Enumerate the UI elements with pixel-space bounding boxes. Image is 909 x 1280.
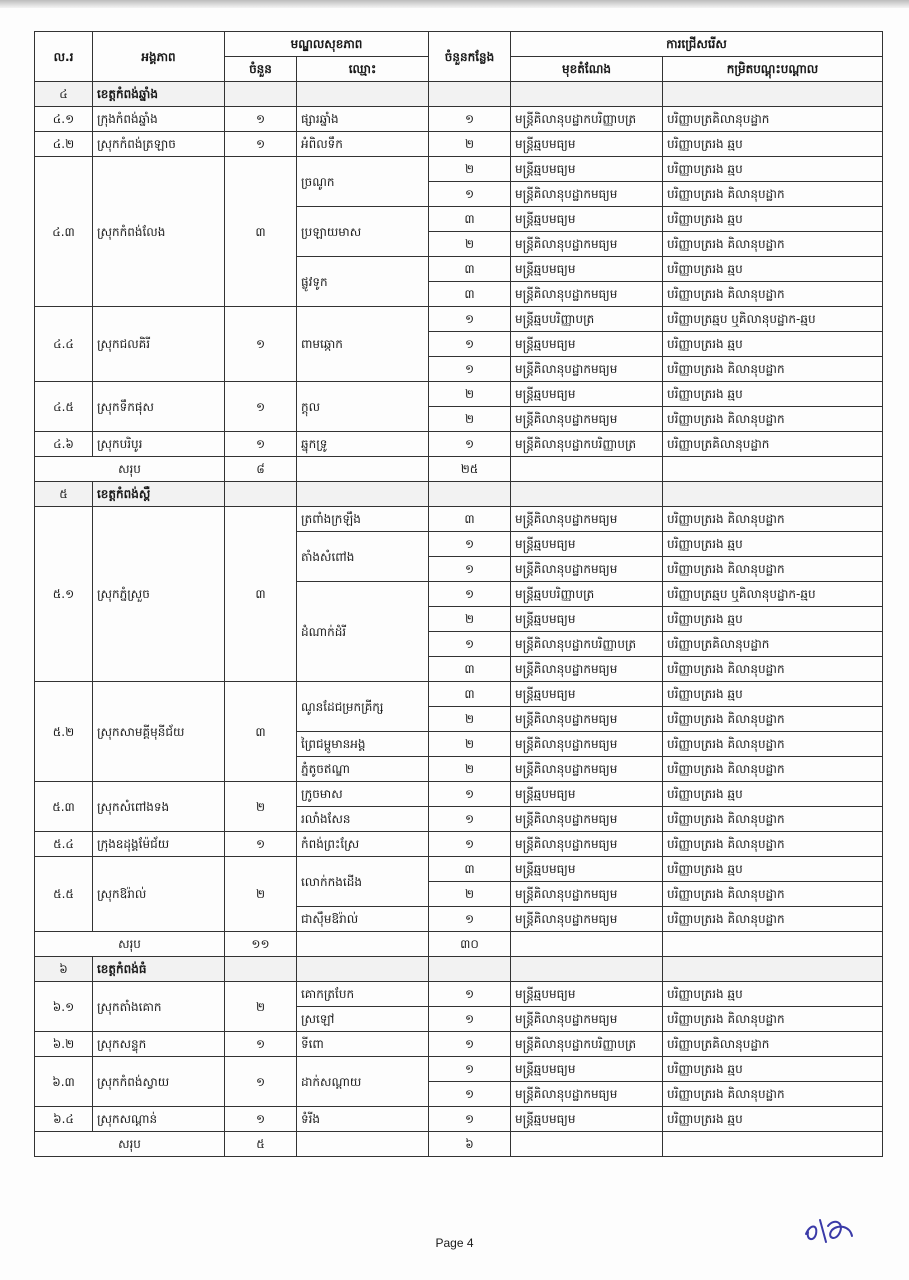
role-title: មន្ត្រីគិលានុបដ្ឋាកមធ្យម	[511, 832, 663, 857]
table-row	[35, 857, 883, 882]
position-count: ១	[429, 182, 511, 207]
role-title: មន្ត្រីគិលានុបដ្ឋាកបរិញ្ញាបត្រ	[511, 632, 663, 657]
district-number: ៥.៤	[35, 832, 93, 857]
role-title: មន្ត្រីឆ្មបមធ្យម	[511, 157, 663, 182]
empty-cell	[297, 482, 429, 507]
table-row	[35, 832, 883, 857]
district-name: ស្រុកកំពង់លែង	[93, 157, 225, 307]
role-title: មន្ត្រីឆ្មបមធ្យម	[511, 332, 663, 357]
center-count: ២	[225, 782, 297, 832]
position-count: ១	[429, 982, 511, 1007]
empty-cell	[511, 82, 663, 107]
position-count: ១	[429, 1107, 511, 1132]
qualification: បរិញ្ញាបត្ររង ឆ្មប	[663, 607, 883, 632]
total-row	[35, 932, 883, 957]
position-count: ១	[429, 532, 511, 557]
province-row	[35, 482, 883, 507]
district-name: ស្រុកជលគិរី	[93, 307, 225, 382]
health-center-name: កំពង់ព្រះស្រែ	[297, 832, 429, 857]
district-number: ៦.៣	[35, 1057, 93, 1107]
center-count: ១	[225, 132, 297, 157]
qualification: បរិញ្ញាបត្ររង គិលានុបដ្ឋាក	[663, 732, 883, 757]
health-center-name: ដាក់សណ្ដាយ	[297, 1057, 429, 1107]
role-title: មន្ត្រីគិលានុបដ្ឋាកមធ្យម	[511, 232, 663, 257]
qualification: បរិញ្ញាបត្ររង ឆ្មប	[663, 982, 883, 1007]
total-positions: ៣០	[429, 932, 511, 957]
center-count: ២	[225, 982, 297, 1032]
qualification: បរិញ្ញាបត្ររង ឆ្មប	[663, 1057, 883, 1082]
role-title: មន្ត្រីគិលានុបដ្ឋាកមធ្យម	[511, 507, 663, 532]
position-count: ១	[429, 357, 511, 382]
position-count: ១	[429, 107, 511, 132]
empty-cell	[511, 482, 663, 507]
center-count: ១	[225, 107, 297, 132]
center-count: ៣	[225, 157, 297, 307]
empty-cell	[297, 957, 429, 982]
qualification: បរិញ្ញាបត្រគិលានុបដ្ឋាក	[663, 432, 883, 457]
center-count: ១	[225, 1107, 297, 1132]
district-name: ក្រុងឧដុង្គម៉ែជ័យ	[93, 832, 225, 857]
position-count: ១	[429, 807, 511, 832]
qualification: បរិញ្ញាបត្ររង គិលានុបដ្ឋាក	[663, 832, 883, 857]
role-title: មន្ត្រីឆ្មបមធ្យម	[511, 607, 663, 632]
table-row	[35, 382, 883, 407]
table-row	[35, 982, 883, 1007]
province-name: ខេត្តកំពង់ធំ	[93, 957, 225, 982]
province-name: ខេត្តកំពង់ស្ពឺ	[93, 482, 225, 507]
total-label: សរុប	[35, 1132, 225, 1157]
table-body	[35, 82, 883, 1157]
header-role: មុខតំណែង	[511, 57, 663, 82]
role-title: មន្ត្រីគិលានុបដ្ឋាកបរិញ្ញាបត្រ	[511, 432, 663, 457]
district-number: ៤.៥	[35, 382, 93, 432]
position-count: ៣	[429, 207, 511, 232]
qualification: បរិញ្ញាបត្ររង ឆ្មប	[663, 532, 883, 557]
table-row	[35, 1107, 883, 1132]
district-name: ស្រុកទឹកផុស	[93, 382, 225, 432]
role-title: មន្ត្រីគិលានុបដ្ឋាកមធ្យម	[511, 807, 663, 832]
province-row	[35, 82, 883, 107]
health-center-name: ពាមឆ្កោក	[297, 307, 429, 382]
table-row	[35, 507, 883, 532]
health-center-name: ទីពោ	[297, 1032, 429, 1057]
qualification: បរិញ្ញាបត្ររង ឆ្មប	[663, 682, 883, 707]
role-title: មន្ត្រីឆ្មបបរិញ្ញាបត្រ	[511, 307, 663, 332]
table-row	[35, 432, 883, 457]
position-count: ១	[429, 307, 511, 332]
qualification: បរិញ្ញាបត្ររង ឆ្មប	[663, 132, 883, 157]
scan-edge	[0, 0, 909, 8]
role-title: មន្ត្រីគិលានុបដ្ឋាកមធ្យម	[511, 182, 663, 207]
health-center-name: ផ្លូវទូក	[297, 257, 429, 307]
district-number: ៤.២	[35, 132, 93, 157]
position-count: ១	[429, 332, 511, 357]
role-title: មន្ត្រីឆ្មបមធ្យម	[511, 982, 663, 1007]
qualification: បរិញ្ញាបត្ររង ឆ្មប	[663, 1107, 883, 1132]
role-title: មន្ត្រីឆ្មបបរិញ្ញាបត្រ	[511, 582, 663, 607]
role-title: មន្ត្រីគិលានុបដ្ឋាកមធ្យម	[511, 732, 663, 757]
center-count: ៣	[225, 682, 297, 782]
qualification: បរិញ្ញាបត្ររង គិលានុបដ្ឋាក	[663, 707, 883, 732]
district-name: ក្រុងកំពង់ឆ្នាំង	[93, 107, 225, 132]
district-name: ស្រុកកំពង់ត្រឡាច	[93, 132, 225, 157]
role-title: មន្ត្រីឆ្មបមធ្យម	[511, 532, 663, 557]
position-count: ២	[429, 382, 511, 407]
position-count: ៣	[429, 857, 511, 882]
district-name: ស្រុកតាំងគោក	[93, 982, 225, 1032]
center-count: ១	[225, 382, 297, 432]
position-count: ៣	[429, 257, 511, 282]
table-row	[35, 682, 883, 707]
empty-cell	[225, 482, 297, 507]
empty-cell	[429, 957, 511, 982]
empty-cell	[297, 932, 429, 957]
district-number: ៦.៤	[35, 1107, 93, 1132]
health-center-name: ក្រូចមាស	[297, 782, 429, 807]
position-count: ២	[429, 232, 511, 257]
role-title: មន្ត្រីគិលានុបដ្ឋាកមធ្យម	[511, 757, 663, 782]
health-center-name: ព្រៃជម្ពូមានអង្គ	[297, 732, 429, 757]
district-number: ៦.២	[35, 1032, 93, 1057]
qualification: បរិញ្ញាបត្ររង ឆ្មប	[663, 382, 883, 407]
position-count: ២	[429, 882, 511, 907]
district-name: ស្រុកសន្ទុក	[93, 1032, 225, 1057]
position-count: ១	[429, 432, 511, 457]
health-center-name: ទំរីង	[297, 1107, 429, 1132]
total-row	[35, 457, 883, 482]
header-selection: ការជ្រើសរើស	[511, 32, 883, 57]
health-center-name: ប្រឡាយមាស	[297, 207, 429, 257]
role-title: មន្ត្រីឆ្មបមធ្យម	[511, 1107, 663, 1132]
position-count: ១	[429, 782, 511, 807]
health-center-name: ឆ្នុកទ្រូ	[297, 432, 429, 457]
header-positions: ចំនួនកន្លែង	[429, 32, 511, 82]
empty-cell	[663, 957, 883, 982]
total-label: សរុប	[35, 457, 225, 482]
empty-cell	[297, 457, 429, 482]
health-center-name: ស្រឡៅ	[297, 1007, 429, 1032]
total-center-count: ៨	[225, 457, 297, 482]
qualification: បរិញ្ញាបត្ររង គិលានុបដ្ឋាក	[663, 557, 883, 582]
province-row	[35, 957, 883, 982]
qualification: បរិញ្ញាបត្ររង ឆ្មប	[663, 257, 883, 282]
header-no: ល.រ	[35, 32, 93, 82]
table-row	[35, 1057, 883, 1082]
total-center-count: ១១	[225, 932, 297, 957]
total-row	[35, 1132, 883, 1157]
district-name: ស្រុកកំពង់ស្វាយ	[93, 1057, 225, 1107]
position-count: ១	[429, 907, 511, 932]
role-title: មន្ត្រីគិលានុបដ្ឋាកបរិញ្ញាបត្រ	[511, 1032, 663, 1057]
qualification: បរិញ្ញាបត្ររង គិលានុបដ្ឋាក	[663, 882, 883, 907]
district-name: ស្រុកសំពៅងទង	[93, 782, 225, 832]
province-name: ខេត្តកំពង់ឆ្នាំង	[93, 82, 225, 107]
qualification: បរិញ្ញាបត្ររង គិលានុបដ្ឋាក	[663, 757, 883, 782]
qualification: បរិញ្ញាបត្ររង គិលានុបដ្ឋាក	[663, 657, 883, 682]
qualification: បរិញ្ញាបត្ររង គិលានុបដ្ឋាក	[663, 907, 883, 932]
position-count: ១	[429, 632, 511, 657]
role-title: មន្ត្រីឆ្មបមធ្យម	[511, 682, 663, 707]
qualification: បរិញ្ញាបត្ររង គិលានុបដ្ឋាក	[663, 507, 883, 532]
role-title: មន្ត្រីគិលានុបដ្ឋាកមធ្យម	[511, 882, 663, 907]
health-center-name: ណូនដែជម្រកគ្រីក្ស	[297, 682, 429, 732]
role-title: មន្ត្រីគិលានុបដ្ឋាកបរិញ្ញាបត្រ	[511, 107, 663, 132]
role-title: មន្ត្រីគិលានុបដ្ឋាកមធ្យម	[511, 657, 663, 682]
position-count: ១	[429, 557, 511, 582]
header-name: ឈ្មោះ	[297, 57, 429, 82]
district-number: ៦.១	[35, 982, 93, 1032]
total-positions: ៦	[429, 1132, 511, 1157]
health-center-name: ដំណាក់ដំរី	[297, 582, 429, 682]
district-name: ស្រុកឱរ៉ាល់	[93, 857, 225, 932]
table-row	[35, 1032, 883, 1057]
role-title: មន្ត្រីឆ្មបមធ្យម	[511, 257, 663, 282]
empty-cell	[663, 1132, 883, 1157]
role-title: មន្ត្រីឆ្មបមធ្យម	[511, 207, 663, 232]
empty-cell	[511, 457, 663, 482]
province-number: ៤	[35, 82, 93, 107]
position-count: ២	[429, 757, 511, 782]
qualification: បរិញ្ញាបត្ររង ឆ្មប	[663, 857, 883, 882]
health-center-name: ផ្សារឆ្នាំង	[297, 107, 429, 132]
role-title: មន្ត្រីឆ្មបមធ្យម	[511, 782, 663, 807]
province-number: ៦	[35, 957, 93, 982]
empty-cell	[663, 932, 883, 957]
district-number: ៤.៣	[35, 157, 93, 307]
staffing-table	[34, 31, 883, 1157]
qualification: បរិញ្ញាបត្ររង គិលានុបដ្ឋាក	[663, 1007, 883, 1032]
health-center-name: គោកត្របែក	[297, 982, 429, 1007]
role-title: មន្ត្រីគិលានុបដ្ឋាកមធ្យម	[511, 707, 663, 732]
empty-cell	[429, 482, 511, 507]
role-title: មន្ត្រីឆ្មបមធ្យម	[511, 132, 663, 157]
district-number: ៤.៦	[35, 432, 93, 457]
district-name: ស្រុកសណ្ដាន់	[93, 1107, 225, 1132]
health-center-name: ក្តុល	[297, 382, 429, 432]
role-title: មន្ត្រីគិលានុបដ្ឋាកមធ្យម	[511, 557, 663, 582]
position-count: ១	[429, 1032, 511, 1057]
role-title: មន្ត្រីគិលានុបដ្ឋាកមធ្យម	[511, 1007, 663, 1032]
position-count: ១	[429, 582, 511, 607]
position-count: ២	[429, 707, 511, 732]
qualification: បរិញ្ញាបត្ររង គិលានុបដ្ឋាក	[663, 182, 883, 207]
center-count: ៣	[225, 507, 297, 682]
table-row	[35, 782, 883, 807]
district-number: ៥.១	[35, 507, 93, 682]
table-row	[35, 132, 883, 157]
center-count: ២	[225, 857, 297, 932]
handwritten-signature	[800, 1212, 860, 1248]
empty-cell	[225, 957, 297, 982]
role-title: មន្ត្រីគិលានុបដ្ឋាកមធ្យម	[511, 282, 663, 307]
health-center-name: ច្រណូក	[297, 157, 429, 207]
qualification: បរិញ្ញាបត្ររង គិលានុបដ្ឋាក	[663, 357, 883, 382]
district-number: ៥.៣	[35, 782, 93, 832]
district-name: ស្រុកភ្នំស្រួច	[93, 507, 225, 682]
header-entity: អង្គភាព	[93, 32, 225, 82]
qualification: បរិញ្ញាបត្ររង ឆ្មប	[663, 207, 883, 232]
qualification: បរិញ្ញាបត្រគិលានុបដ្ឋាក	[663, 632, 883, 657]
health-center-name: ត្រពាំងក្រឡឹង	[297, 507, 429, 532]
header-health-center: មណ្ឌលសុខភាព	[225, 32, 429, 57]
position-count: ១	[429, 1057, 511, 1082]
position-count: ៣	[429, 657, 511, 682]
health-center-name: រលាំងសែន	[297, 807, 429, 832]
role-title: មន្ត្រីគិលានុបដ្ឋាកមធ្យម	[511, 1082, 663, 1107]
qualification: បរិញ្ញាបត្ររង គិលានុបដ្ឋាក	[663, 282, 883, 307]
page-number: Page 4	[435, 1236, 474, 1250]
role-title: មន្ត្រីគិលានុបដ្ឋាកមធ្យម	[511, 907, 663, 932]
position-count: ១	[429, 1082, 511, 1107]
qualification: បរិញ្ញាបត្រឆ្មប ឬគិលានុបដ្ឋាក-ឆ្មប	[663, 582, 883, 607]
position-count: ២	[429, 132, 511, 157]
table-header	[35, 32, 883, 82]
role-title: មន្ត្រីឆ្មបមធ្យម	[511, 1057, 663, 1082]
position-count: ១	[429, 1007, 511, 1032]
header-qualification: កម្រិតបណ្ដុះបណ្ដាល	[663, 57, 883, 82]
role-title: មន្ត្រីឆ្មបមធ្យម	[511, 857, 663, 882]
position-count: ៣	[429, 507, 511, 532]
district-name: ស្រុកសាមគ្គីមុនីជ័យ	[93, 682, 225, 782]
role-title: មន្ត្រីគិលានុបដ្ឋាកមធ្យម	[511, 357, 663, 382]
total-positions: ២៥	[429, 457, 511, 482]
header-count: ចំនួន	[225, 57, 297, 82]
health-center-name: អំពិលទឹក	[297, 132, 429, 157]
position-count: ២	[429, 732, 511, 757]
center-count: ១	[225, 307, 297, 382]
qualification: បរិញ្ញាបត្រគិលានុបដ្ឋាក	[663, 1032, 883, 1057]
qualification: បរិញ្ញាបត្ររង គិលានុបដ្ឋាក	[663, 807, 883, 832]
qualification: បរិញ្ញាបត្រគិលានុបដ្ឋាក	[663, 107, 883, 132]
position-count: ៣	[429, 682, 511, 707]
center-count: ១	[225, 432, 297, 457]
position-count: ២	[429, 157, 511, 182]
district-number: ៥.២	[35, 682, 93, 782]
empty-cell	[225, 82, 297, 107]
empty-cell	[429, 82, 511, 107]
health-center-name: ភ្នំតូចឥណ្ឌា	[297, 757, 429, 782]
qualification: បរិញ្ញាបត្ររង ឆ្មប	[663, 157, 883, 182]
position-count: ២	[429, 407, 511, 432]
province-number: ៥	[35, 482, 93, 507]
district-name: ស្រុកបរិបូរ	[93, 432, 225, 457]
table-row	[35, 157, 883, 182]
center-count: ១	[225, 1057, 297, 1107]
district-number: ៥.៥	[35, 857, 93, 932]
empty-cell	[663, 457, 883, 482]
empty-cell	[511, 957, 663, 982]
qualification: បរិញ្ញាបត្ររង គិលានុបដ្ឋាក	[663, 1082, 883, 1107]
qualification: បរិញ្ញាបត្ររង គិលានុបដ្ឋាក	[663, 232, 883, 257]
empty-cell	[511, 1132, 663, 1157]
role-title: មន្ត្រីឆ្មបមធ្យម	[511, 382, 663, 407]
position-count: ២	[429, 607, 511, 632]
table-row	[35, 107, 883, 132]
district-number: ៤.៤	[35, 307, 93, 382]
qualification: បរិញ្ញាបត្ររង ឆ្មប	[663, 782, 883, 807]
empty-cell	[663, 82, 883, 107]
empty-cell	[297, 1132, 429, 1157]
health-center-name: ជាស៊ឹមឱរ៉ាល់	[297, 907, 429, 932]
table-row	[35, 307, 883, 332]
role-title: មន្ត្រីគិលានុបដ្ឋាកមធ្យម	[511, 407, 663, 432]
center-count: ១	[225, 1032, 297, 1057]
qualification: បរិញ្ញាបត្ររង ឆ្មប	[663, 332, 883, 357]
total-center-count: ៥	[225, 1132, 297, 1157]
empty-cell	[511, 932, 663, 957]
health-center-name: តាំងសំពៅង	[297, 532, 429, 582]
empty-cell	[297, 82, 429, 107]
total-label: សរុប	[35, 932, 225, 957]
empty-cell	[663, 482, 883, 507]
position-count: ១	[429, 832, 511, 857]
district-number: ៤.១	[35, 107, 93, 132]
health-center-name: លោក់កងដើង	[297, 857, 429, 907]
center-count: ១	[225, 832, 297, 857]
qualification: បរិញ្ញាបត្រឆ្មប ឬគិលានុបដ្ឋាក-ឆ្មប	[663, 307, 883, 332]
position-count: ៣	[429, 282, 511, 307]
qualification: បរិញ្ញាបត្ររង គិលានុបដ្ឋាក	[663, 407, 883, 432]
